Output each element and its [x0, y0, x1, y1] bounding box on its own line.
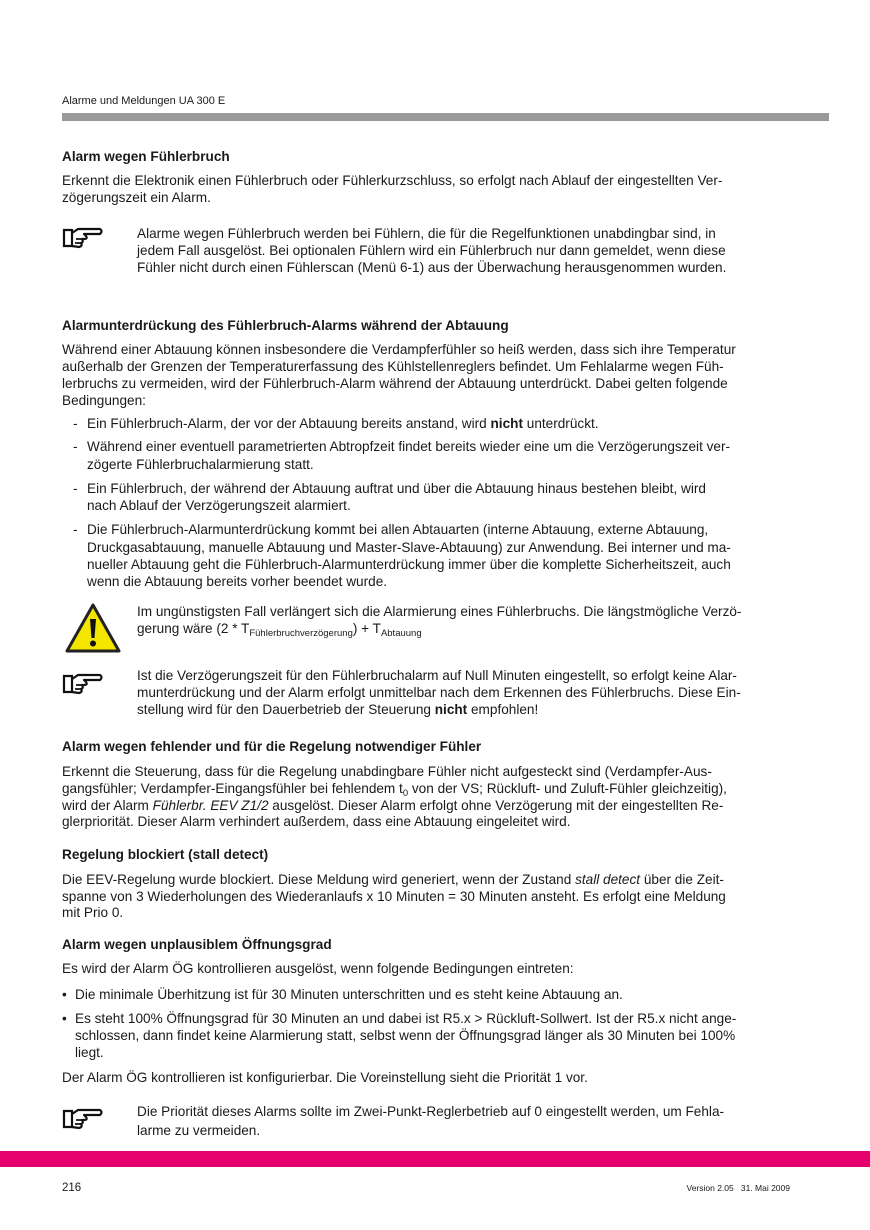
- list-item-line: schlossen, dann findet keine Alarmierung statt, selbst wenn der Öffnungsgrad länger als 30 Minuten bei 100%: [75, 1028, 736, 1043]
- note-line: jedem Fall ausgelöst. Bei optionalen Fühlern wird ein Fühlerbruch nur dann gemeldet, wenn diese: [137, 243, 726, 258]
- subscript: Fühlerbruchverzögerung: [249, 628, 353, 639]
- list-item-line: nueller Abtauung geht die Fühlerbruch-Alarmunterdrückung immer über die komplette Sicherheitszeit, auch: [87, 557, 731, 572]
- list-item-line: Die Fühlerbruch-Alarmunterdrückung kommt bei allen Abtauarten (interne Abtauung, externe Abtauung,: [87, 522, 709, 537]
- paragraph-line: Es wird der Alarm ÖG kontrollieren ausgelöst, wenn folgende Bedingungen eintreten:: [62, 961, 574, 976]
- paragraph-line: Erkennt die Steuerung, dass für die Regelung unabdingbare Fühler nicht aufgesteckt sind (Verdampfer-Aus-: [62, 764, 712, 779]
- header-bar: [62, 113, 829, 121]
- text: unterdrückt.: [522, 416, 599, 431]
- list-item-line: Ein Fühlerbruch, der während der Abtauung auftrat und über die Abtauung hinaus bestehen bleibt, wird: [87, 481, 706, 496]
- warning-icon: [64, 602, 122, 654]
- paragraph-line: zögerungszeit ein Alarm.: [62, 190, 211, 205]
- list-item-line: wenn die Abtauung bereits vorher beendet wurde.: [87, 574, 388, 589]
- version-info: Version 2.05 31. Mai 2009: [686, 1183, 790, 1193]
- text: wird der Alarm: [62, 798, 153, 813]
- paragraph-line: Erkennt die Elektronik einen Fühlerbruch oder Fühlerkurzschluss, so erfolgt nach Ablauf der eingestellten Ver-: [62, 173, 723, 188]
- paragraph-line: glerpriorität. Dieser Alarm verhindert außerdem, dass eine Abtauung eingeleitet wird.: [62, 814, 571, 829]
- paragraph-line: [62, 871, 724, 888]
- text: gerung wäre (2 * T: [137, 621, 250, 636]
- text: ausgelöst. Dieser Alarm erfolgt ohne Verzögerung mit der eingestellten Re-: [268, 798, 724, 813]
- pointing-hand-icon: [62, 226, 106, 250]
- list-dash: -: [73, 439, 78, 454]
- list-item-line: Es steht 100% Öffnungsgrad für 30 Minuten an und dabei ist R5.x > Rückluft-Sollwert. Ist der R5.x nicht ange-: [75, 1011, 737, 1026]
- list-item: [87, 415, 599, 432]
- paragraph-line: Der Alarm ÖG kontrollieren ist konfigurierbar. Die Voreinstellung sieht die Priorität 1 vor.: [62, 1070, 588, 1085]
- paragraph-line: lerbruchs zu vermeiden, wird der Fühlerbruch-Alarm während der Abtauung unterdrückt. Dabei gelten folgende: [62, 376, 728, 391]
- paragraph-line: mit Prio 0.: [62, 905, 124, 920]
- section-heading: Alarmunterdrückung des Fühlerbruch-Alarms während der Abtauung: [62, 318, 509, 333]
- text: Ein Fühlerbruch-Alarm, der vor der Abtauung bereits anstand, wird: [87, 416, 491, 431]
- section-heading: Regelung blockiert (stall detect): [62, 847, 269, 862]
- paragraph-line: spanne von 3 Wiederholungen des Wiederanlaufs x 10 Minuten = 30 Minuten ansteht. Es erfolgt eine Meldung: [62, 889, 726, 904]
- list-item-line: Die minimale Überhitzung ist für 30 Minuten unterschritten und es steht keine Abtauung an.: [75, 987, 623, 1002]
- subscript: Abtauung: [380, 628, 422, 639]
- section-heading: Alarm wegen Fühlerbruch: [62, 149, 230, 164]
- paragraph-line: Bedingungen:: [62, 393, 146, 408]
- note-line: Ist die Verzögerungszeit für den Fühlerbruchalarm auf Null Minuten eingestellt, so erfolgt keine Alar-: [137, 668, 737, 683]
- paragraph-line: [62, 797, 723, 814]
- list-item-line: Während einer eventuell parametrierten Abtropfzeit findet bereits wieder eine um die Verzögerungszeit ver-: [87, 439, 731, 454]
- list-dash: -: [73, 481, 78, 496]
- warning-line: Im ungünstigsten Fall verlängert sich die Alarmierung eines Fühlerbruchs. Die längstmögliche Verzö-: [137, 604, 742, 619]
- list-item-line: liegt.: [75, 1045, 104, 1060]
- pointing-hand-icon: [62, 672, 106, 696]
- note-line: Alarme wegen Fühlerbruch werden bei Fühlern, die für die Regelfunktionen unabdingbar sind, in: [137, 226, 716, 241]
- emphasis: nicht: [434, 702, 468, 717]
- note-line: [137, 701, 538, 718]
- subscript: 0: [402, 788, 409, 799]
- list-item-line: zögerte Fühlerbruchalarmierung statt.: [87, 457, 314, 472]
- alarm-name: Fühlerbr. EEV Z1/2: [152, 798, 269, 813]
- text: gangsfühler; Verdampfer-Eingangsfühler bei fehlendem t: [62, 781, 403, 796]
- bullet: •: [62, 987, 67, 1002]
- page-number: 216: [62, 1182, 82, 1194]
- text: über die Zeit-: [640, 872, 724, 887]
- paragraph-line: außerhalb der Grenzen der Temperaturerfassung des Kühlstellenreglers befindet. Um Fehlalarme wegen Füh-: [62, 359, 724, 374]
- section-heading: Alarm wegen unplausiblem Öffnungsgrad: [62, 937, 332, 952]
- bullet: •: [62, 1011, 67, 1026]
- text: ) + T: [352, 621, 381, 636]
- note-line: Fühler nicht durch einen Fühlerscan (Menü 6-1) aus der Überwachung herausgenommen wurden.: [137, 260, 727, 275]
- warning-line: [137, 620, 422, 642]
- list-dash: -: [73, 522, 78, 537]
- section-heading: Alarm wegen fehlender und für die Regelung notwendiger Fühler: [62, 739, 482, 754]
- text: Die EEV-Regelung wurde blockiert. Diese Meldung wird generiert, wenn der Zustand: [62, 872, 576, 887]
- list-item-line: nach Ablauf der Verzögerungszeit alarmiert.: [87, 498, 351, 513]
- list-dash: -: [73, 416, 78, 431]
- note-line: larme zu vermeiden.: [137, 1123, 261, 1138]
- text: stellung wird für den Dauerbetrieb der Steuerung: [137, 702, 435, 717]
- text: von der VS; Rückluft- und Zuluft-Fühler gleichzeitig),: [408, 781, 727, 796]
- pointing-hand-icon: [62, 1107, 106, 1131]
- list-item-line: Druckgasabtauung, manuelle Abtauung und Master-Slave-Abtauung) zur Anwendung. Bei interner und ma-: [87, 540, 731, 555]
- note-line: Die Priorität dieses Alarms sollte im Zwei-Punkt-Reglerbetrieb auf 0 eingestellt werden, um Fehla-: [137, 1104, 725, 1119]
- note-line: munterdrückung und der Alarm erfolgt unmittelbar nach dem Erkennen des Fühlerbruchs. Diese Ein-: [137, 685, 741, 700]
- footer-bar: [0, 1151, 870, 1167]
- paragraph-line: Während einer Abtauung können insbesondere die Verdampferfühler so heiß werden, dass sich ihre Temperatur: [62, 342, 736, 357]
- text: empfohlen!: [467, 702, 539, 717]
- emphasis: nicht: [490, 416, 523, 431]
- state-name: stall detect: [575, 872, 641, 887]
- running-header: Alarme und Meldungen UA 300 E: [62, 95, 226, 107]
